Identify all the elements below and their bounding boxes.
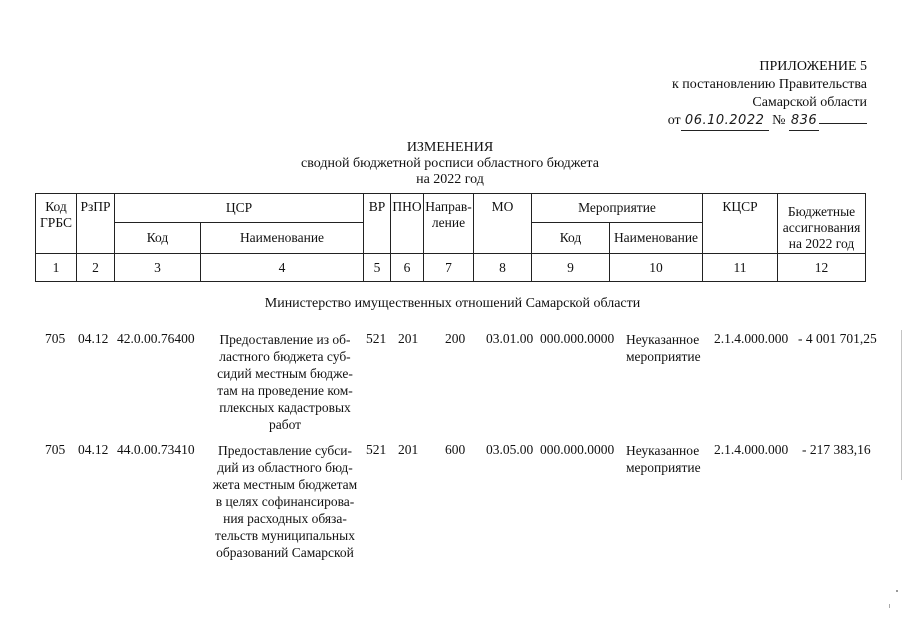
number-label: № bbox=[772, 113, 786, 128]
appendix-block bbox=[668, 58, 867, 131]
handwritten-number: 836 bbox=[789, 112, 819, 131]
col-header-mer-kod: Код bbox=[532, 223, 610, 254]
heading-year: на 2022 год bbox=[416, 172, 484, 187]
cell-csr: 44.0.00.73410 bbox=[117, 442, 195, 457]
cell-grbs: 705 bbox=[45, 442, 66, 457]
handwritten-date: 06.10.2022 bbox=[681, 112, 769, 131]
heading-subtitle: сводной бюджетной росписи областного бюджета bbox=[301, 156, 599, 171]
col-header-vr: ВР bbox=[364, 194, 391, 254]
col-header-pno: ПНО bbox=[391, 194, 424, 254]
cell-event-name: Неуказанное мероприятие bbox=[626, 443, 701, 475]
col-header-meropriyatie: Мероприятие bbox=[532, 194, 703, 223]
col-number: 6 bbox=[391, 254, 424, 282]
col-number: 11 bbox=[703, 254, 778, 282]
cell-vr: 521 bbox=[366, 442, 387, 457]
cell-mo: 03.05.00 bbox=[486, 442, 534, 457]
cell-amount: - 4 001 701,25 bbox=[798, 331, 877, 346]
cell-grbs: 705 bbox=[45, 331, 66, 346]
ministry-heading: Министерство имущественных отношений Самарской области bbox=[264, 296, 641, 311]
col-header-mo: МО bbox=[474, 194, 532, 254]
date-prefix: от bbox=[667, 113, 681, 128]
cell-vr: 521 bbox=[366, 331, 387, 346]
header-table bbox=[35, 193, 866, 282]
cell-amount: - 217 383,16 bbox=[802, 442, 871, 457]
col-number: 5 bbox=[364, 254, 391, 282]
appendix-title: ПРИЛОЖЕНИЕ 5 bbox=[759, 59, 867, 74]
cell-event-name: Неуказанное мероприятие bbox=[626, 332, 701, 364]
appendix-resolution: к постановлению Правительства bbox=[671, 77, 867, 92]
scan-speck bbox=[889, 604, 890, 608]
cell-event-code: 000.000.0000 bbox=[540, 331, 615, 346]
col-header-csr-kod: Код bbox=[115, 223, 201, 254]
cell-kcsr: 2.1.4.000.000 bbox=[714, 331, 789, 346]
scan-edge-artifact bbox=[901, 330, 902, 480]
col-header-napravlenie: Направ-ление bbox=[424, 194, 474, 254]
col-number: 4 bbox=[201, 254, 364, 282]
appendix-region: Самарской области bbox=[752, 95, 867, 110]
cell-rzpr: 04.12 bbox=[78, 331, 109, 346]
number-underline bbox=[819, 123, 867, 124]
col-number: 12 bbox=[778, 254, 866, 282]
col-header-mer-name: Наименование bbox=[610, 223, 703, 254]
col-header-csr: ЦСР bbox=[115, 194, 364, 223]
scan-speck bbox=[896, 590, 898, 592]
cell-pno: 201 bbox=[398, 442, 419, 457]
cell-csr: 42.0.00.76400 bbox=[117, 331, 195, 346]
col-number: 8 bbox=[474, 254, 532, 282]
appendix-date-line bbox=[668, 112, 867, 131]
col-number: 7 bbox=[424, 254, 474, 282]
cell-name: Предоставление субси- дий из областного бюд- жета местным бюджетам в целях софинансирова- ния расходных обяза- тельств муниципальных образований Самарской bbox=[212, 443, 358, 560]
col-header-budget: Бюджетные ассигнования на 2022 год bbox=[778, 194, 866, 254]
col-number: 10 bbox=[610, 254, 703, 282]
cell-napr: 200 bbox=[445, 331, 466, 346]
col-number: 9 bbox=[532, 254, 610, 282]
col-header-rzpr: РзПР bbox=[77, 194, 115, 254]
cell-pno: 201 bbox=[398, 331, 419, 346]
document-heading bbox=[230, 140, 670, 188]
cell-mo: 03.01.00 bbox=[486, 331, 534, 346]
col-header-kcsr: КЦСР bbox=[703, 194, 778, 254]
col-header-kod-grbs: Код ГРБС bbox=[36, 194, 77, 254]
col-number: 1 bbox=[36, 254, 77, 282]
col-number: 3 bbox=[115, 254, 201, 282]
col-number: 2 bbox=[77, 254, 115, 282]
cell-rzpr: 04.12 bbox=[78, 442, 109, 457]
cell-event-code: 000.000.0000 bbox=[540, 442, 615, 457]
heading-title: ИЗМЕНЕНИЯ bbox=[406, 140, 494, 155]
cell-name: Предоставление из об- ластного бюджета суб- сидий местным бюдже- там на проведение ком- плексных кадастровых работ bbox=[217, 332, 353, 432]
cell-napr: 600 bbox=[445, 442, 466, 457]
col-header-csr-name: Наименование bbox=[201, 223, 364, 254]
cell-kcsr: 2.1.4.000.000 bbox=[714, 442, 789, 457]
